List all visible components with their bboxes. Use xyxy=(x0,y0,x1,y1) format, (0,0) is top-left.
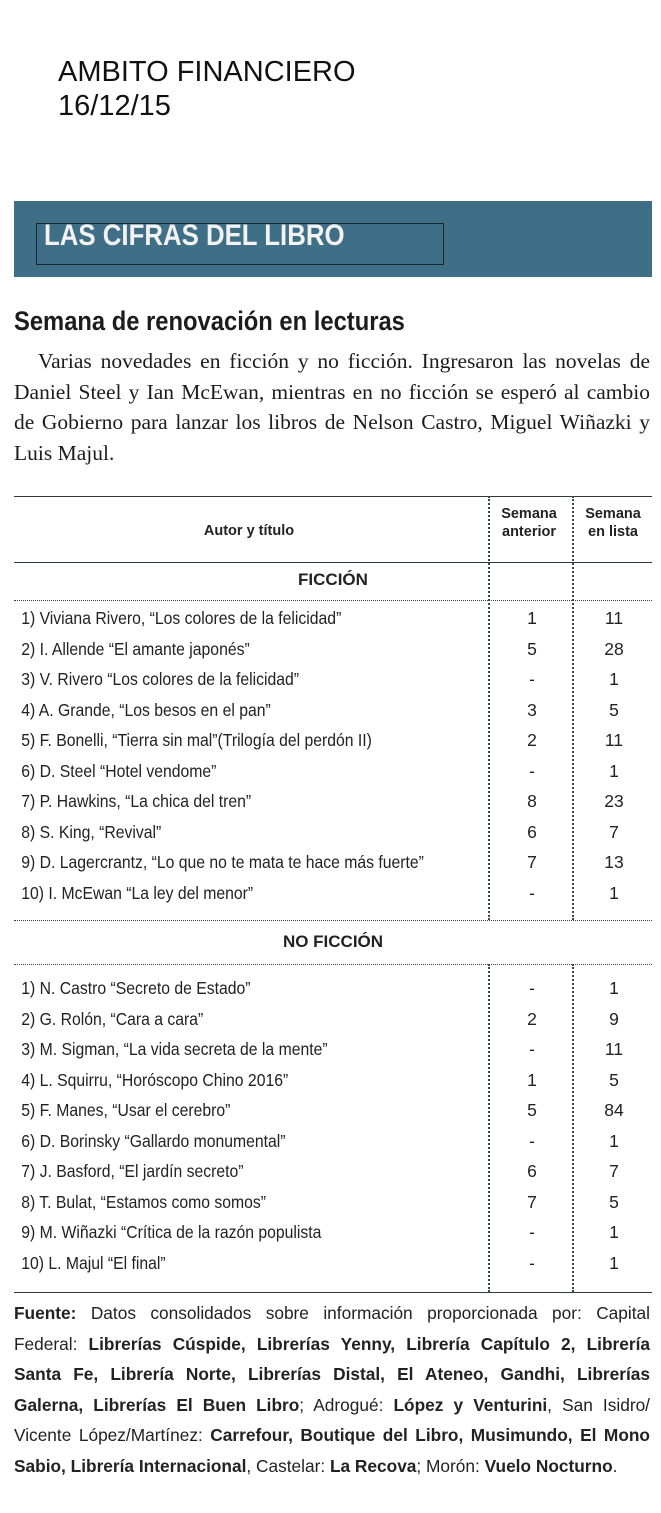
weeks-on-list: 5 xyxy=(609,1069,619,1090)
weeks-on-list: 11 xyxy=(604,1039,624,1059)
weeks-on-list: 28 xyxy=(604,638,624,659)
table-row xyxy=(14,730,652,760)
column-divider xyxy=(488,964,490,1292)
weeks-on-list: 1 xyxy=(609,760,619,781)
weeks-on-list: 84 xyxy=(604,1100,624,1120)
prev-week-rank: - xyxy=(529,1039,535,1059)
article-lead xyxy=(14,346,650,468)
table-row xyxy=(14,1192,652,1222)
source-bold-segment: Fuente: xyxy=(14,1303,77,1323)
source-text-segment: Datos consolidados sobre información proporcionada por: Capital Federal: xyxy=(14,1303,650,1354)
source-text-segment: , Castelar: xyxy=(246,1455,330,1476)
fiction-bottom-rule xyxy=(14,920,652,921)
header-bottom-rule xyxy=(14,562,652,563)
book-title: 3) M. Sigman, “La vida secreta de la mente” xyxy=(21,1039,328,1059)
prev-week-rank: 5 xyxy=(527,638,537,659)
column-divider xyxy=(572,496,574,920)
book-title: 3) V. Rivero “Los colores de la felicidad” xyxy=(21,669,300,689)
weeks-on-list: 9 xyxy=(609,1008,619,1029)
book-title: 5) F. Manes, “Usar el cerebro” xyxy=(21,1100,231,1120)
table-row xyxy=(14,608,652,638)
prev-week-rank: - xyxy=(529,1222,535,1242)
table-row xyxy=(14,1100,652,1130)
table-row xyxy=(14,1070,652,1100)
book-title: 8) T. Bulat, “Estamos como somos” xyxy=(21,1191,267,1212)
prev-week-rank: - xyxy=(529,1252,535,1273)
prev-week-rank: 6 xyxy=(527,821,537,842)
weeks-on-list: 1 xyxy=(609,1222,619,1242)
col-header-prev-line1: Semana xyxy=(501,506,557,522)
table-row xyxy=(14,1131,652,1161)
section-fiction: FICCIÓN xyxy=(298,570,368,589)
table-row xyxy=(14,883,652,913)
col-header-weeks-line2: en lista xyxy=(588,524,638,540)
table-row xyxy=(14,791,652,821)
table-bottom-rule xyxy=(14,1292,652,1293)
source-bold-segment: Carrefour, Boutique del Libro, Musimundo, El Mono Sabio, Librería Internacional xyxy=(14,1425,650,1476)
publication-date: 16/12/15 xyxy=(58,90,171,122)
table-row xyxy=(14,1009,652,1039)
prev-week-rank: - xyxy=(529,760,535,781)
prev-week-rank: 6 xyxy=(527,1161,537,1181)
section-nonfiction: NO FICCIÓN xyxy=(282,932,384,951)
table-row xyxy=(14,1039,652,1069)
source-text-segment: ; Adrogué: xyxy=(299,1394,394,1415)
prev-week-rank: - xyxy=(529,1130,535,1151)
publication-name: AMBITO FINANCIERO xyxy=(58,56,356,88)
fiction-top-rule xyxy=(14,600,652,601)
table-top-rule xyxy=(14,496,652,497)
section-banner xyxy=(14,201,652,277)
source-bold-segment: López y Venturini xyxy=(393,1394,548,1415)
prev-week-rank: 2 xyxy=(527,1008,537,1029)
book-title: 1) Viviana Rivero, “Los colores de la felicidad” xyxy=(21,608,342,628)
book-title: 2) I. Allende “El amante japonés” xyxy=(21,638,250,659)
prev-week-rank: 1 xyxy=(527,608,537,628)
table-row xyxy=(14,700,652,730)
source-header xyxy=(58,55,356,123)
prev-week-rank: 7 xyxy=(527,852,537,872)
source-note xyxy=(14,1298,650,1481)
book-title: 2) G. Rolón, “Cara a cara” xyxy=(21,1008,204,1029)
book-title: 10) L. Majul “El final” xyxy=(21,1252,166,1273)
column-divider xyxy=(572,964,574,1292)
book-title: 6) D. Borinsky “Gallardo monumental” xyxy=(21,1130,286,1151)
prev-week-rank: 3 xyxy=(527,699,537,720)
prev-week-rank: - xyxy=(529,882,535,903)
banner-title: LAS CIFRAS DEL LIBRO xyxy=(44,219,345,252)
weeks-on-list: 1 xyxy=(609,1252,619,1273)
book-title: 8) S. King, “Revival” xyxy=(21,821,162,842)
prev-week-rank: 8 xyxy=(527,791,537,811)
book-title: 10) I. McEwan “La ley del menor” xyxy=(21,882,254,903)
prev-week-rank: 2 xyxy=(527,730,537,750)
book-title: 9) M. Wiñazki “Crítica de la razón populista xyxy=(21,1222,322,1242)
table-row xyxy=(14,1222,652,1252)
table-row xyxy=(14,822,652,852)
table-row xyxy=(14,761,652,791)
weeks-on-list: 1 xyxy=(609,882,619,903)
source-text-segment: , San Isidro/ Vicente López/Martínez: xyxy=(14,1394,650,1445)
col-header-weeks-line1: Semana xyxy=(585,506,641,522)
table-row xyxy=(14,1161,652,1191)
table-row xyxy=(14,852,652,882)
source-text-segment: ; Morón: xyxy=(416,1455,485,1476)
weeks-on-list: 7 xyxy=(609,1161,619,1181)
book-title: 7) J. Basford, “El jardín secreto” xyxy=(21,1161,244,1181)
column-divider xyxy=(488,496,490,920)
weeks-on-list: 7 xyxy=(609,821,619,842)
col-header-title: Autor y título xyxy=(203,523,295,539)
book-title: 5) F. Bonelli, “Tierra sin mal”(Trilogía del perdón II) xyxy=(21,730,372,750)
weeks-on-list: 23 xyxy=(604,791,624,811)
prev-week-rank: 7 xyxy=(527,1191,537,1212)
source-bold-segment: La Recova xyxy=(329,1455,417,1476)
weeks-on-list: 5 xyxy=(609,699,619,720)
weeks-on-list: 1 xyxy=(609,1130,619,1151)
article-headline: Semana de renovación en lecturas xyxy=(14,306,405,336)
prev-week-rank: 1 xyxy=(527,1069,537,1090)
prev-week-rank: - xyxy=(529,978,535,998)
table-row xyxy=(14,1253,652,1283)
col-header-prev-line2: anterior xyxy=(502,524,556,540)
book-title: 7) P. Hawkins, “La chica del tren” xyxy=(21,791,252,811)
table-row xyxy=(14,978,652,1008)
weeks-on-list: 1 xyxy=(609,978,619,998)
book-title: 9) D. Lagercrantz, “Lo que no te mata te hace más fuerte” xyxy=(21,852,424,872)
lead-paragraph: Varias novedades en ficción y no ficción. Ingresaron las novelas de Daniel Steel y Ian McEwan, mientras en no ficción se esperó al cambio de Gobierno para lanzar los libros de Nelson Castro, Miguel Wiñazki y Luis Majul. xyxy=(14,349,650,465)
weeks-on-list: 13 xyxy=(604,852,624,872)
prev-week-rank: - xyxy=(529,669,535,689)
book-title: 1) N. Castro “Secreto de Estado” xyxy=(21,978,251,998)
weeks-on-list: 11 xyxy=(604,730,624,750)
source-bold-segment: Librerías Cúspide, Librerías Yenny, Librería Capítulo 2, Librería Santa Fe, Librería Norte, Librerías Distal, El Ateneo, Gandhi, Librerías Galerna, Librerías El Buen Libro xyxy=(14,1333,650,1415)
col-header-prev xyxy=(494,505,564,541)
book-title: 6) D. Steel “Hotel vendome” xyxy=(21,760,217,781)
book-title: 4) A. Grande, “Los besos en el pan” xyxy=(21,699,271,720)
table-row xyxy=(14,669,652,699)
table-row xyxy=(14,639,652,669)
col-header-weeks xyxy=(574,505,652,541)
source-text-segment: . xyxy=(612,1455,618,1476)
source-bold-segment: Vuelo Nocturno xyxy=(484,1455,613,1476)
book-title: 4) L. Squirru, “Horóscopo Chino 2016” xyxy=(21,1069,289,1090)
weeks-on-list: 1 xyxy=(609,669,619,689)
prev-week-rank: 5 xyxy=(527,1100,537,1120)
nonfiction-top-rule xyxy=(14,964,652,965)
weeks-on-list: 11 xyxy=(604,608,624,628)
weeks-on-list: 5 xyxy=(609,1191,619,1212)
